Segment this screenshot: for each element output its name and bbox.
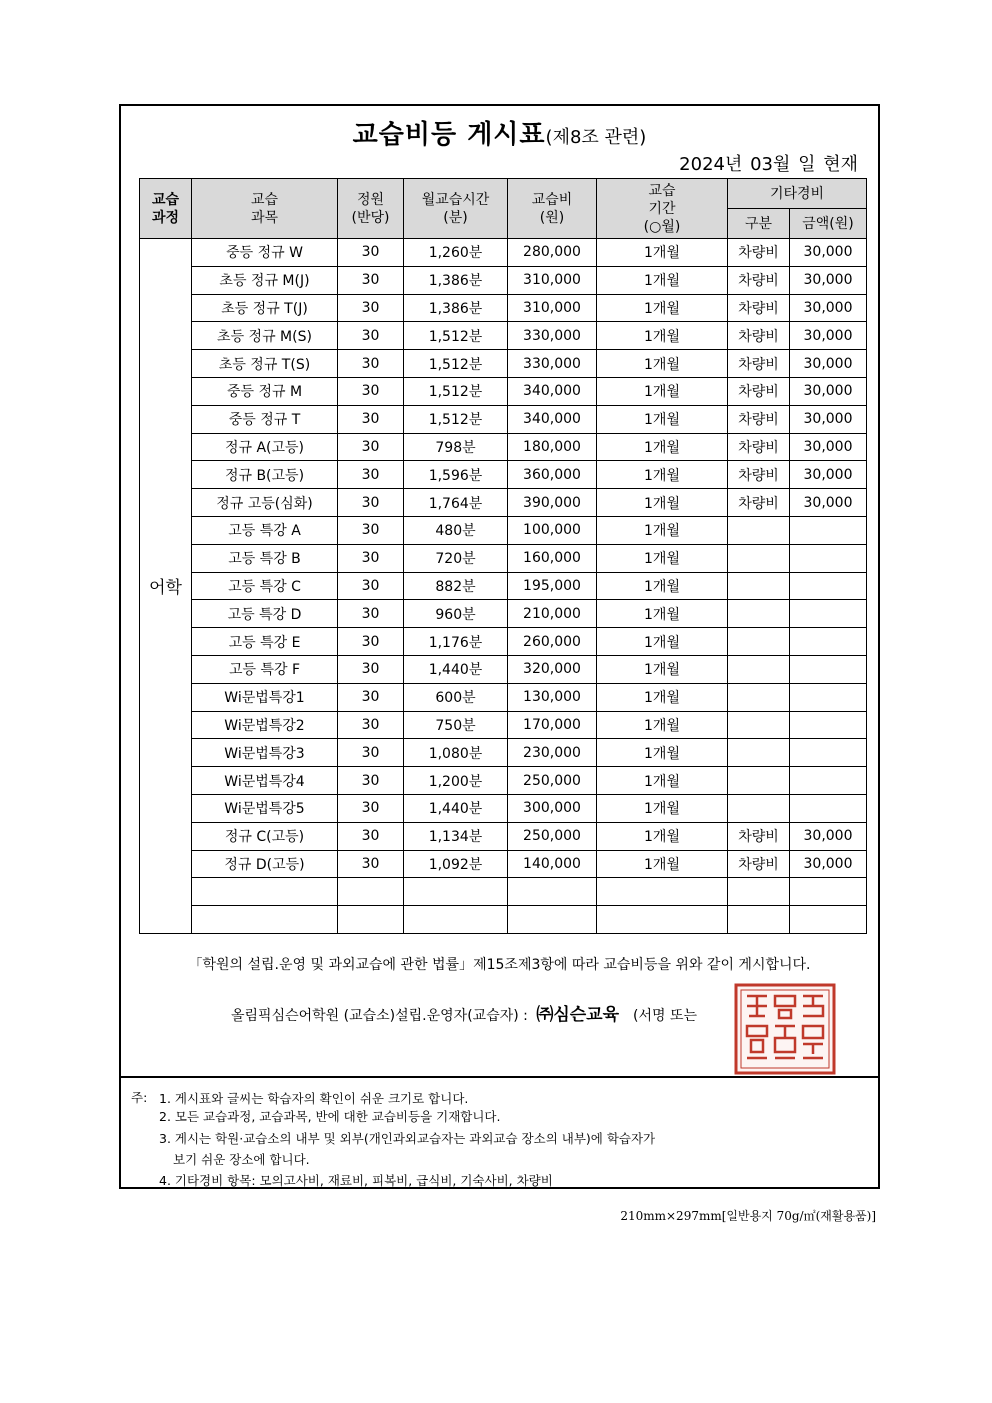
- cell-subject: 고등 특강 F: [192, 655, 338, 683]
- cell-monthly-hours: 1,134분: [404, 822, 508, 850]
- cell-fee: 210,000: [508, 600, 597, 628]
- cell-capacity: 30: [338, 239, 404, 267]
- cell-subject: 고등 특강 E: [192, 628, 338, 656]
- cell-capacity: [338, 906, 404, 934]
- cell-period: [597, 906, 728, 934]
- cell-other-amount: [790, 544, 867, 572]
- cell-period: 1개월: [597, 516, 728, 544]
- cell-subject: 고등 특강 D: [192, 600, 338, 628]
- cell-monthly-hours: 1,512분: [404, 350, 508, 378]
- cell-capacity: 30: [338, 322, 404, 350]
- cell-monthly-hours: 1,764분: [404, 489, 508, 517]
- cell-other-amount: [790, 739, 867, 767]
- table-row: [140, 906, 867, 934]
- cell-capacity: 30: [338, 433, 404, 461]
- cell-subject: [192, 906, 338, 934]
- cell-other-amount: 30,000: [790, 377, 867, 405]
- cell-other-type: 차량비: [728, 850, 790, 878]
- cell-monthly-hours: [404, 878, 508, 906]
- cell-fee: [508, 878, 597, 906]
- cell-subject: 중등 정규 T: [192, 405, 338, 433]
- cell-period: 1개월: [597, 655, 728, 683]
- table-row: [140, 433, 867, 461]
- cell-subject: 고등 특강 A: [192, 516, 338, 544]
- table-row: [140, 850, 867, 878]
- cell-period: 1개월: [597, 350, 728, 378]
- cell-capacity: 30: [338, 516, 404, 544]
- page-title: 교습비등 게시표(제8조 관련): [352, 120, 647, 150]
- cell-capacity: 30: [338, 377, 404, 405]
- header-period: 교습 기간 (○월): [597, 179, 728, 239]
- table-row: [140, 377, 867, 405]
- cell-capacity: 30: [338, 544, 404, 572]
- cell-monthly-hours: 798분: [404, 433, 508, 461]
- cell-subject: 정규 B(고등): [192, 461, 338, 489]
- cell-subject: 초등 정규 M(J): [192, 266, 338, 294]
- cell-other-amount: [790, 600, 867, 628]
- table-row: [140, 544, 867, 572]
- cell-capacity: 30: [338, 600, 404, 628]
- cell-capacity: 30: [338, 461, 404, 489]
- cell-other-type: [728, 655, 790, 683]
- cell-period: 1개월: [597, 711, 728, 739]
- note-item: 4. 기타경비 항목: 모의고사비, 재료비, 피복비, 급식비, 기숙사비, 차량비: [159, 1173, 553, 1188]
- cell-other-type: [728, 683, 790, 711]
- cell-other-amount: 30,000: [790, 350, 867, 378]
- cell-other-type: 차량비: [728, 239, 790, 267]
- cell-fee: 130,000: [508, 683, 597, 711]
- cell-monthly-hours: [404, 906, 508, 934]
- header-other-amount: 금액(원): [790, 209, 867, 239]
- cell-period: 1개월: [597, 767, 728, 795]
- cell-other-type: 차량비: [728, 822, 790, 850]
- cell-period: 1개월: [597, 739, 728, 767]
- cell-monthly-hours: 1,440분: [404, 794, 508, 822]
- cell-fee: 250,000: [508, 822, 597, 850]
- cell-period: 1개월: [597, 683, 728, 711]
- cell-fee: 310,000: [508, 294, 597, 322]
- cell-fee: 300,000: [508, 794, 597, 822]
- cell-period: 1개월: [597, 822, 728, 850]
- current-date: 2024년 03월 일 현재: [679, 154, 858, 175]
- cell-other-amount: 30,000: [790, 266, 867, 294]
- cell-period: 1개월: [597, 266, 728, 294]
- cell-capacity: 30: [338, 266, 404, 294]
- cell-monthly-hours: 750분: [404, 711, 508, 739]
- header-subject: 교습 과목: [192, 179, 338, 239]
- operator-label: 올림픽심슨어학원 (교습소)설립.운영자(교습자) :: [231, 1008, 533, 1024]
- cell-other-type: 차량비: [728, 322, 790, 350]
- cell-monthly-hours: 480분: [404, 516, 508, 544]
- cell-capacity: 30: [338, 655, 404, 683]
- note-item: 3. 게시는 학원·교습소의 내부 및 외부(개인과외교습자는 과외교습 장소의 내부)에 학습자가: [159, 1131, 656, 1146]
- cell-subject: 중등 정규 W: [192, 239, 338, 267]
- cell-subject: Wi문법특강2: [192, 711, 338, 739]
- cell-other-amount: [790, 628, 867, 656]
- cell-subject: 정규 고등(심화): [192, 489, 338, 517]
- table-row: [140, 600, 867, 628]
- notice-form: [119, 104, 880, 1189]
- cell-monthly-hours: 1,260분: [404, 239, 508, 267]
- header-other-expenses: 기타경비: [728, 179, 867, 209]
- cell-fee: 330,000: [508, 322, 597, 350]
- cell-other-amount: 30,000: [790, 322, 867, 350]
- cell-period: 1개월: [597, 239, 728, 267]
- cell-other-amount: [790, 683, 867, 711]
- cell-capacity: 30: [338, 683, 404, 711]
- cell-period: 1개월: [597, 433, 728, 461]
- cell-fee: 230,000: [508, 739, 597, 767]
- cell-monthly-hours: 1,512분: [404, 322, 508, 350]
- cell-period: 1개월: [597, 489, 728, 517]
- notes-prefix: 주:: [131, 1090, 148, 1105]
- cell-period: 1개월: [597, 544, 728, 572]
- cell-monthly-hours: 1,080분: [404, 739, 508, 767]
- company-name: ㈜심슨교육: [536, 1005, 620, 1025]
- cell-other-type: 차량비: [728, 461, 790, 489]
- cell-fee: 340,000: [508, 377, 597, 405]
- cell-subject: 초등 정규 T(J): [192, 294, 338, 322]
- cell-monthly-hours: 1,386분: [404, 294, 508, 322]
- cell-other-amount: 30,000: [790, 850, 867, 878]
- cell-monthly-hours: 960분: [404, 600, 508, 628]
- cell-fee: 170,000: [508, 711, 597, 739]
- cell-period: 1개월: [597, 377, 728, 405]
- cell-monthly-hours: 1,512분: [404, 405, 508, 433]
- table-row: [140, 489, 867, 517]
- cell-other-amount: 30,000: [790, 239, 867, 267]
- cell-monthly-hours: 1,512분: [404, 377, 508, 405]
- header-other-type: 구분: [728, 209, 790, 239]
- cell-other-type: [728, 906, 790, 934]
- cell-capacity: 30: [338, 711, 404, 739]
- cell-fee: 330,000: [508, 350, 597, 378]
- cell-capacity: 30: [338, 405, 404, 433]
- cell-capacity: 30: [338, 628, 404, 656]
- cell-capacity: 30: [338, 739, 404, 767]
- cell-other-type: 차량비: [728, 350, 790, 378]
- table-row: [140, 294, 867, 322]
- cell-other-type: 차량비: [728, 294, 790, 322]
- cell-fee: 100,000: [508, 516, 597, 544]
- table-row: [140, 516, 867, 544]
- cell-capacity: 30: [338, 822, 404, 850]
- header-capacity: 정원 (반당): [338, 179, 404, 239]
- cell-other-type: [728, 628, 790, 656]
- cell-other-type: 차량비: [728, 489, 790, 517]
- company-seal: [733, 982, 837, 1076]
- cell-fee: 390,000: [508, 489, 597, 517]
- cell-monthly-hours: 1,200분: [404, 767, 508, 795]
- cell-period: 1개월: [597, 600, 728, 628]
- cell-fee: 180,000: [508, 433, 597, 461]
- table-row: [140, 350, 867, 378]
- cell-monthly-hours: 720분: [404, 544, 508, 572]
- cell-other-type: 차량비: [728, 377, 790, 405]
- cell-other-amount: 30,000: [790, 433, 867, 461]
- cell-course: 어학: [140, 239, 192, 934]
- cell-fee: 250,000: [508, 767, 597, 795]
- cell-fee: 310,000: [508, 266, 597, 294]
- cell-fee: 140,000: [508, 850, 597, 878]
- cell-subject: 초등 정규 M(S): [192, 322, 338, 350]
- cell-other-amount: 30,000: [790, 294, 867, 322]
- fee-table-body: [140, 239, 867, 934]
- cell-subject: Wi문법특강1: [192, 683, 338, 711]
- cell-monthly-hours: 1,596분: [404, 461, 508, 489]
- cell-other-type: [728, 711, 790, 739]
- cell-other-amount: 30,000: [790, 405, 867, 433]
- cell-other-type: [728, 600, 790, 628]
- table-row: [140, 683, 867, 711]
- cell-fee: 360,000: [508, 461, 597, 489]
- cell-period: 1개월: [597, 794, 728, 822]
- table-row: [140, 266, 867, 294]
- cell-period: 1개월: [597, 322, 728, 350]
- cell-other-type: [728, 516, 790, 544]
- cell-monthly-hours: 1,440분: [404, 655, 508, 683]
- cell-fee: 260,000: [508, 628, 597, 656]
- cell-other-amount: [790, 516, 867, 544]
- cell-monthly-hours: 600분: [404, 683, 508, 711]
- cell-capacity: 30: [338, 794, 404, 822]
- cell-other-amount: [790, 906, 867, 934]
- cell-capacity: 30: [338, 767, 404, 795]
- cell-other-amount: [790, 767, 867, 795]
- cell-other-type: [728, 794, 790, 822]
- cell-other-amount: [790, 794, 867, 822]
- cell-fee: 195,000: [508, 572, 597, 600]
- cell-capacity: 30: [338, 572, 404, 600]
- cell-subject: Wi문법특강5: [192, 794, 338, 822]
- table-row: [140, 322, 867, 350]
- legal-notice: 「학원의 설립.운영 및 과외교습에 관한 법률」제15조제3항에 따라 교습비등을 위와 같이 게시합니다.: [188, 957, 811, 973]
- cell-other-amount: [790, 572, 867, 600]
- cell-period: 1개월: [597, 572, 728, 600]
- table-row: [140, 794, 867, 822]
- table-row: [140, 628, 867, 656]
- cell-other-type: [728, 544, 790, 572]
- table-row: [140, 711, 867, 739]
- table-row: [140, 739, 867, 767]
- cell-fee: 340,000: [508, 405, 597, 433]
- cell-subject: Wi문법특강4: [192, 767, 338, 795]
- cell-capacity: [338, 878, 404, 906]
- cell-other-amount: [790, 711, 867, 739]
- cell-other-amount: [790, 655, 867, 683]
- header-course: 교습 과정: [140, 179, 192, 239]
- cell-other-type: 차량비: [728, 266, 790, 294]
- table-row: [140, 822, 867, 850]
- cell-other-amount: [790, 878, 867, 906]
- cell-other-type: [728, 767, 790, 795]
- table-row: [140, 767, 867, 795]
- cell-period: 1개월: [597, 628, 728, 656]
- table-row: [140, 878, 867, 906]
- cell-subject: 정규 A(고등): [192, 433, 338, 461]
- cell-fee: [508, 906, 597, 934]
- cell-fee: 280,000: [508, 239, 597, 267]
- cell-other-type: [728, 739, 790, 767]
- cell-capacity: 30: [338, 489, 404, 517]
- cell-capacity: 30: [338, 850, 404, 878]
- cell-subject: [192, 878, 338, 906]
- note-item: 2. 모든 교습과정, 교습과목, 반에 대한 교습비등을 기재합니다.: [159, 1109, 501, 1124]
- cell-monthly-hours: 1,176분: [404, 628, 508, 656]
- table-row: [140, 405, 867, 433]
- cell-fee: 320,000: [508, 655, 597, 683]
- cell-monthly-hours: 1,092분: [404, 850, 508, 878]
- cell-other-type: 차량비: [728, 433, 790, 461]
- cell-other-amount: 30,000: [790, 489, 867, 517]
- cell-fee: 160,000: [508, 544, 597, 572]
- cell-period: 1개월: [597, 294, 728, 322]
- header-fee: 교습비 (원): [508, 179, 597, 239]
- cell-subject: 초등 정규 T(S): [192, 350, 338, 378]
- cell-other-amount: 30,000: [790, 461, 867, 489]
- cell-period: [597, 878, 728, 906]
- cell-monthly-hours: 1,386분: [404, 266, 508, 294]
- cell-monthly-hours: 882분: [404, 572, 508, 600]
- cell-subject: 고등 특강 C: [192, 572, 338, 600]
- fee-table: [139, 178, 867, 934]
- table-row: [140, 655, 867, 683]
- cell-other-type: 차량비: [728, 405, 790, 433]
- cell-period: 1개월: [597, 405, 728, 433]
- cell-period: 1개월: [597, 461, 728, 489]
- table-row: [140, 572, 867, 600]
- note-item: 보기 쉬운 장소에 합니다.: [173, 1152, 310, 1167]
- cell-capacity: 30: [338, 294, 404, 322]
- sign-note: (서명 또는: [633, 1008, 698, 1024]
- note-item: 1. 게시표와 글씨는 학습자의 확인이 쉬운 크기로 합니다.: [159, 1091, 469, 1106]
- table-row: [140, 461, 867, 489]
- cell-subject: 정규 D(고등): [192, 850, 338, 878]
- cell-capacity: 30: [338, 350, 404, 378]
- cell-subject: Wi문법특강3: [192, 739, 338, 767]
- signature-line: [231, 1000, 697, 1025]
- paper-spec: 210mm×297mm[일반용지 70g/㎡(재활용품)]: [620, 1209, 876, 1223]
- cell-subject: 고등 특강 B: [192, 544, 338, 572]
- cell-subject: 정규 C(고등): [192, 822, 338, 850]
- table-row: [140, 239, 867, 267]
- cell-other-amount: 30,000: [790, 822, 867, 850]
- notes-section: [121, 1076, 878, 1189]
- cell-period: 1개월: [597, 850, 728, 878]
- cell-other-type: [728, 878, 790, 906]
- header-monthly-hours: 월교습시간 (분): [404, 179, 508, 239]
- cell-subject: 중등 정규 M: [192, 377, 338, 405]
- cell-other-type: [728, 572, 790, 600]
